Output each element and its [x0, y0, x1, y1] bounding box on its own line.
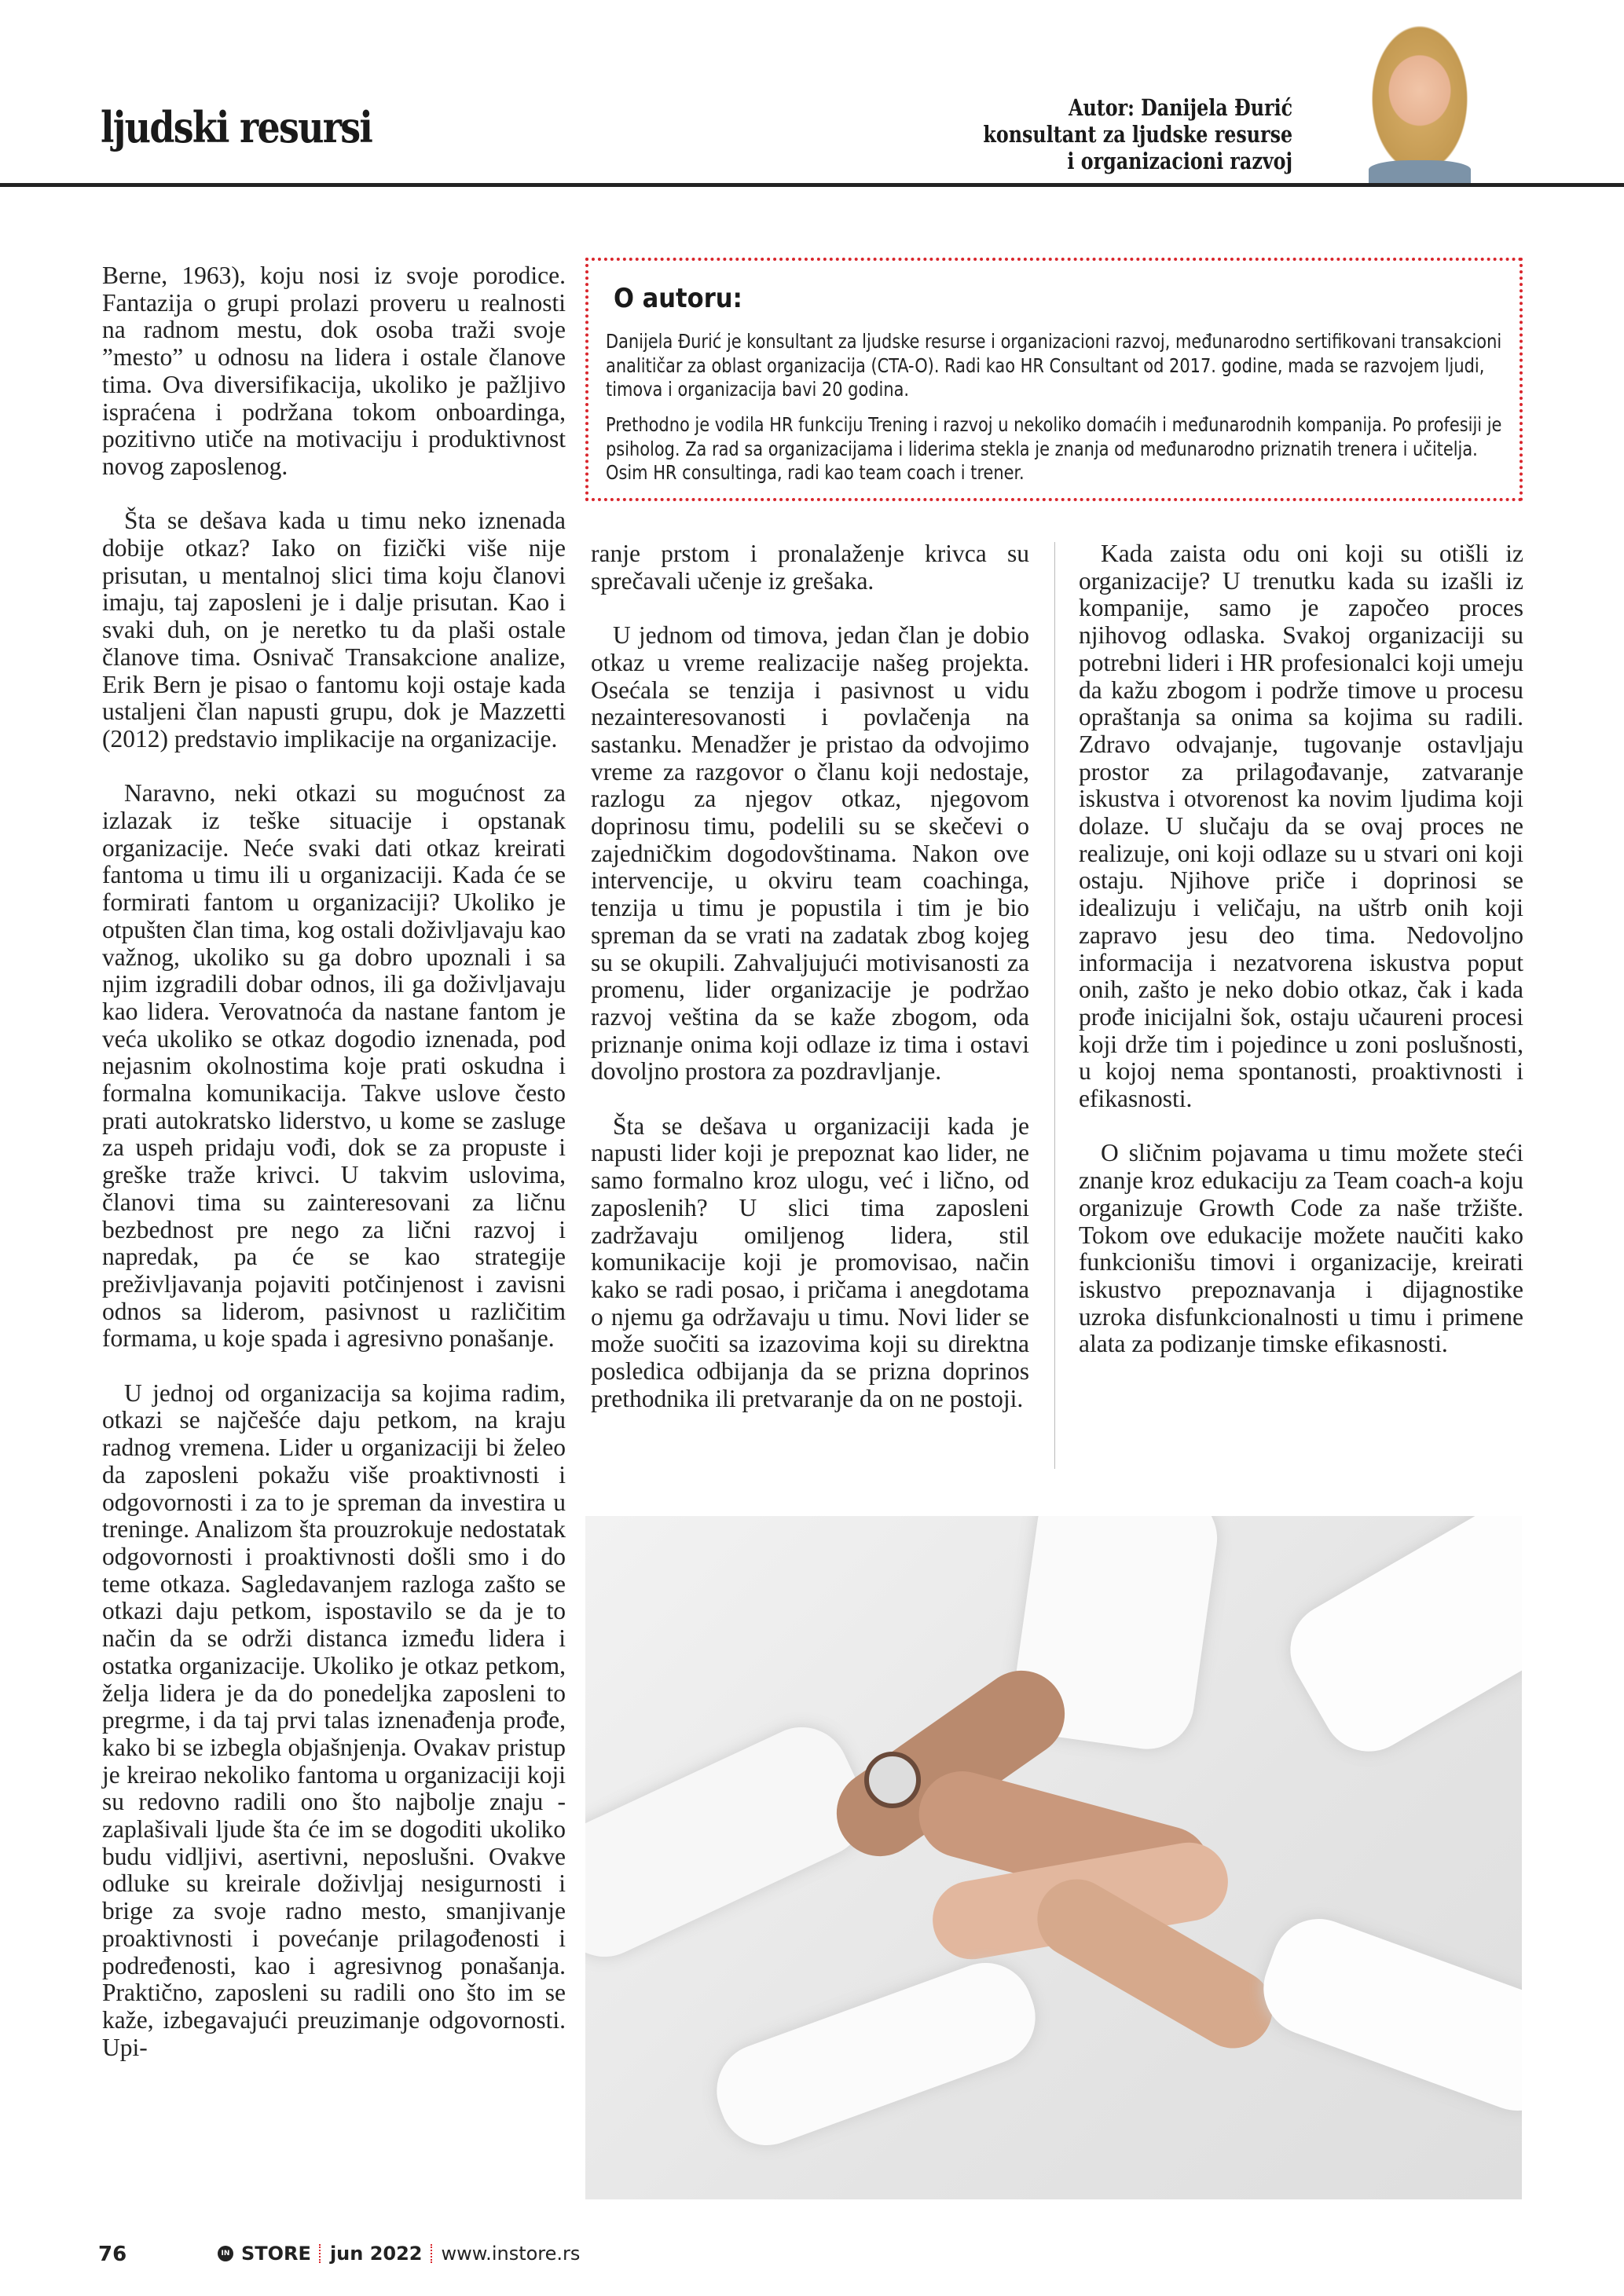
website-link[interactable]: www.instore.rs: [441, 2243, 581, 2265]
paragraph: Šta se dešava u organizaciji kada je napusti lider koji je prepoznat kao lider, ne samo formalno kroz ulogu, već i lično, od zaposlenih? U slici tima zaposleni zadržavaju omiljenog lidera, stil komunikacije koji je promovisao, način kako se radi posao, i pričama i anegdotama o njemu ga održavaju u timu. Novi lider se može suočiti sa izazovima koji su direktna posledica odbijanja da se prizna doprinos prethodnika ili pretvaranje da on ne postoji.: [591, 1111, 1029, 1412]
author-portrait: [1353, 14, 1487, 184]
brand-name: STORE: [241, 2243, 311, 2265]
paragraph: O sličnim pojavama u timu možete steći znanje kroz edukaciju za Team coach-a koju organizuje Growth Code za naše tržište. Tokom ove edukacije možete naučiti kako funkcionišu timovi i organizacije, kreirati iskustvo prepoznavanja i dijagnostike uzroka disfunkcionalnosti u timu i primene alata za podizanje timske efikasnosti.: [1079, 1139, 1523, 1358]
article-column-2: [591, 540, 1029, 1440]
paragraph: Berne, 1963), koju nosi iz svoje porodice. Fantazija o grupi prolazi proveru u realnosti na radnom mestu, dok osoba traži svoje ”mesto” u odnosu na lidera i ostale članove tima. Ova diversifikacija, ukoliko je pažljivo ispraćena i podržana tokom onboardinga, pozitivno utiče na motivaciju i produktivnost novog zaposlenog.: [102, 262, 566, 480]
footer-brand: [218, 2243, 580, 2265]
paragraph: Naravno, neki otkazi su mogućnost za izlazak iz teške situacije i opstanak organizacije. Neće svaki dati otkaz kreirati fantoma u timu ili u organizaciji. Kada će se formirati fantom u organizaciji? Ukoliko je otpušten član tima, kog ostali doživljavaju kao važnog, ukoliko su ga dobro upoznali i sa njim izgradili dobar odnos, ili ga doživljavaju kao lidera. Verovatnoća da nastane fantom je veća ukoliko se otkaz dogodio iznenada, pod nejasnim okolnostima koje prati oskudna i formalna komunikacija. Takve uslove često prati autokratsko liderstvo, u kome se zasluge za uspeh pridaju vođi, dok se za propuste i greške traže krivci. U takvim uslovima, članovi tima su zainteresovani za ličnu bezbednost pre nego za lični razvoj i napredak, pa će se kao strategije preživljavanja pojaviti potčinjenost i zavisni odnos sa liderom, pasivnost u različitim formama, u koje spada i agresivno ponašanje.: [102, 779, 566, 1353]
paragraph: ranje prstom i pronalaženje krivca su sprečavali učenje iz grešaka.: [591, 540, 1029, 595]
about-author-title: O autoru:: [614, 283, 742, 314]
column-divider: [1054, 542, 1055, 1469]
author-role: i organizacioni razvoj: [1067, 148, 1292, 174]
separator: [431, 2244, 434, 2263]
instore-logo-icon: IN: [218, 2246, 233, 2261]
article-column-1: [102, 262, 566, 2089]
header-rule: [0, 183, 1624, 187]
about-author-box: [585, 258, 1523, 501]
section-title: ljudski resursi: [101, 102, 372, 152]
teamwork-hands-photo: [585, 1516, 1522, 2199]
author-byline: [983, 94, 1292, 174]
page-number: 76: [98, 2243, 127, 2266]
paragraph: U jednoj od organizacija sa kojima radim, otkazi se najčešće daju petkom, na kraju radnog vremena. Lider u organizaciji bi želeo da zaposleni pokažu više proaktivnosti i odgovornosti i za to je spreman da investira u treninge. Analizom šta prouzrokuje nedostatak odgovornosti i proaktivnosti došli smo i do teme otkaza. Sagledavanjem razloga zašto se otkazi daju petkom, ispostavilo se da je to način da se održi distanca između lidera i ostatka organizacije. Ukoliko je otkaz petkom, želja lidera je da do ponedeljka zaposleni to pregrme, i da taj prvi talas iznenađenja prođe, kako bi se izbegla objašnjenja. Ovakav pristup je kreirao nekoliko fantoma u organizaciji koji su redovno radili ono što najbolje znaju - zaplašivali ljude šta će im se dogoditi ukoliko budu vidljivi, asertivni, neposlušni. Ovakve odluke su kreirale doživljaj nesigurnosti i brige za svoje radno mesto, smanjivanje proaktivnosti i povećanje prilagođenosti i podređenosti, kao i agresivnog ponašanja. Praktično, zaposleni su radili ono što im se kaže, izbegavajući preuzimanje odgovornosti. Upi-: [102, 1379, 566, 2061]
paragraph: Šta se dešava kada u timu neko iznenada dobije otkaz? Iako on fizički više nije prisutan, u mentalnoj slici tima koju članovi imaju, taj zaposleni je i dalje prisutan. Kao i svaki duh, on je neretko tu da plaši ostale članove tima. Osnivač Transakcione analize, Erik Bern je pisao o fantomu koji ostaje kada ustaljeni član napusti grupu, dok je Mazzetti (2012) predstavio implikacije na organizacije.: [102, 507, 566, 753]
paragraph: Kada zaista odu oni koji su otišli iz organizacije? U trenutku kada su izašli iz kompanije, samo je započeo proces njihovog odlaska. Svakoj organizaciji su potrebni lideri i HR profesionalci koji umeju da kažu zbogom i podrže timove u procesu opraštanja sa onima sa kojima su radili. Zdravo odvajanje, tugovanje ostavljaju prostor za prilagođavanje, zatvaranje iskustva i otvorenost ka novim ljudima koji dolaze. U slučaju da se ovaj proces ne realizuje, oni koji odlaze su u stvari oni koji ostaju. Njihove priče i doprinosi se idealizuju i veličaju, na uštrb onih koji zapravo jesu deo tima. Nedovoljno informacija i nezatvorena iskustva poput onih, zašto je neko dobio otkaz, čak i kada prođe inicijalni šok, ostaju učaureni procesi koji drže tim i pojedince u zoni poslušnosti, u kojoj nema spontanosti, proaktivnosti i efikasnosti.: [1079, 540, 1523, 1113]
about-author-paragraph: Danijela Đurić je konsultant za ljudske resurse i organizacioni razvoj, međunarodno sertifikovani transakcioni analitičar za oblast organizacija (CTA-O). Radi kao HR Consultant od 2017. godine, mada se razvojem ljudi, timova i organizacija bavi 20 godina.: [606, 330, 1502, 401]
issue-date: jun 2022: [329, 2243, 423, 2265]
about-author-paragraph: Prethodno je vodila HR funkciju Trening i razvoj u nekoliko domaćih i međunarodnih kompanija. Po profesiji je psiholog. Za rad sa organizacijama i liderima stekla je znanja od međunarodno priznatih trenera i učitelja. Osim HR consultinga, radi kao team coach i trener.: [606, 413, 1502, 484]
separator: [319, 2244, 322, 2263]
article-column-3: [1079, 540, 1523, 1386]
author-role: konsultant za ljudske resurse: [983, 121, 1292, 148]
author-name: Autor: Danijela Đurić: [1068, 94, 1292, 121]
paragraph: U jednom od timova, jedan član je dobio otkaz u vreme realizacije našeg projekta. Osećala se tenzija i pasivnost u vidu nezainteresovanosti i povlačenja na sastanku. Menadžer je pristao da odvojimo vreme za razgovor o članu koji nedostaje, razlogu za njegov otkaz, njegovom doprinosu timu, podelili su se skečevi o zajedničkim dogodovštinama. Nakon ove intervencije, u okviru team coachinga, tenzija u timu je popustila i tim je bio spreman da se vrati na zadatak zbog kojeg su se okupili. Zahvaljujući motivisanosti za promenu, lider organizacije je podržao razvoj veština da se kaže zbogom, oda priznanje onima koji odlaze iz tima i ostavi dovoljno prostora za pozdravljanje.: [591, 621, 1029, 1086]
